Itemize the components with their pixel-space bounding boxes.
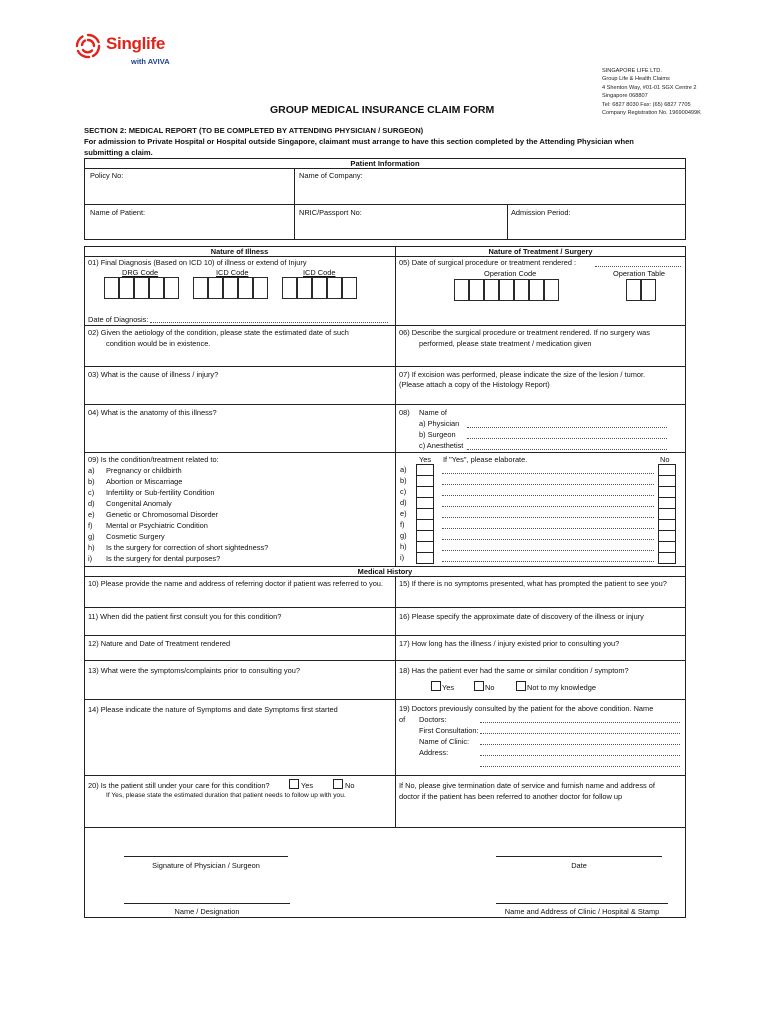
q09-letter: b) [400,476,407,485]
q09-item: Genetic or Chromosomal Disorder [106,510,219,519]
q09-letter: f) [400,520,405,529]
q11-label: 11) When did the patient first consult you for this condition? [88,612,282,621]
q09-item: Cosmetic Surgery [106,532,165,541]
q08-name-of: Name of [419,408,447,417]
icd-code-label-2: ICD Code [303,268,336,277]
q09-letter: g) [400,531,407,540]
date-label: Date [571,861,587,870]
q06-label-2: performed, please state treatment / medication given [419,339,592,348]
q07-label: 07) If excision was performed, please indicate the size of the lesion / tumor. [399,370,646,379]
patient-info-table [84,158,686,240]
patient-name-field[interactable]: Name of Patient: [90,208,146,217]
section-heading: SECTION 2: MEDICAL REPORT (TO BE COMPLETED BY ATTENDING PHYSICIAN / SURGEON) [84,126,424,135]
q19-clinic-line[interactable] [480,744,680,745]
q08-surgeon-label: b) Surgeon [419,430,456,439]
q09-no-header: No [660,455,670,464]
q18-yes-label: Yes [442,683,455,692]
q18-label: 18) Has the patient ever had the same or similar condition / symptom? [399,666,629,675]
q09-item-key: b) [88,477,95,486]
section-note: For admission to Private Hospital or Hospital outside Singapore, claimant must arrange to have this section completed by the Attending Physician when [84,137,634,146]
operation-code-label: Operation Code [484,269,537,278]
q19-of: of [399,715,406,724]
q13-label: 13) What were the symptoms/complaints prior to consulting you? [88,666,300,675]
q09-item: Congenital Anomaly [106,499,172,508]
brand-name: Singlife [106,34,165,53]
q09-letter: c) [400,487,407,496]
q09-item: Is the surgery for correction of short sightedness? [106,543,269,552]
q19-address-line[interactable] [480,755,680,756]
q02-label: 02) Given the aetiology of the condition, please state the estimated date of such [88,328,349,337]
form-title: GROUP MEDICAL INSURANCE CLAIM FORM [270,104,495,116]
q20-yes-label: Yes [301,781,314,790]
q20-right-label: If No, please give termination date of service and furnish name and address of [399,781,655,790]
company-field[interactable]: Name of Company: [299,171,363,180]
q08-number: 08) [399,408,410,417]
signature-label: Signature of Physician / Surgeon [152,861,260,870]
q09-item-key: a) [88,466,95,475]
icd-code-label-1: ICD Code [216,268,249,277]
q09-item-key: h) [88,543,95,552]
date-of-diagnosis-line[interactable] [150,322,388,323]
q12-label: 12) Nature and Date of Treatment rendered [88,639,231,648]
clinic-stamp-line[interactable] [496,903,668,904]
q06-label: 06) Describe the surgical procedure or treatment rendered. If no surgery was [399,328,650,337]
drg-code-label: DRG Code [122,268,159,277]
nature-of-illness-header: Nature of Illness [210,247,269,256]
q09-label: 09) Is the condition/treatment related to: [88,455,219,464]
q10-label: 10) Please provide the name and address of referring doctor if patient was referred to you. [88,579,383,588]
q20-no-checkbox[interactable] [333,779,343,789]
medical-history-header: Medical History [357,567,413,576]
q18-not-known-checkbox[interactable] [516,681,526,691]
name-designation-line[interactable] [124,903,290,904]
q18-no-label: No [485,683,495,692]
q17-label: 17) How long has the illness / injury existed prior to consulting you? [399,639,620,648]
q19-first-consultation-label: First Consultation: [419,726,479,735]
q15-label: 15) If there is no symptoms presented, what has prompted the patient to see you? [399,579,667,588]
q09-item: Pregnancy or childbirth [106,466,182,475]
q02-label-2: condition would be in existence. [106,339,211,348]
q05-date-line[interactable] [595,266,681,267]
admission-period-field[interactable]: Admission Period: [511,208,571,217]
q03-label: 03) What is the cause of illness / injury? [88,370,219,379]
policy-no-field[interactable]: Policy No: [90,171,124,180]
q19-label: 19) Doctors previously consulted by the patient for the above condition. Name [399,704,654,713]
q20-no-label: No [345,781,355,790]
q19-clinic-label: Name of Clinic: [419,737,470,746]
q20-followup-label: If Yes, please state the estimated duration that patient needs to follow up with you. [106,792,346,799]
q16-label: 16) Please specify the approximate date of discovery of the illness or injury [399,612,644,621]
operation-table-label: Operation Table [613,269,666,278]
q04-label: 04) What is the anatomy of this illness? [88,408,217,417]
q09-letter: h) [400,542,407,551]
q01-label: 01) Final Diagnosis (Based on ICD 10) of illness or extend of Injury [88,258,307,267]
name-designation-label: Name / Designation [174,907,240,916]
q18-not-known-label: Not to my knowledge [527,683,597,692]
q09-item-key: f) [88,521,93,530]
q09-letter: d) [400,498,407,507]
nric-field[interactable]: NRIC/Passport No: [299,208,362,217]
q08-anesthetist-label: c) Anesthetist [419,441,464,450]
q09-item-key: e) [88,510,95,519]
q19-address-label: Address: [419,748,449,757]
q08-surgeon-line[interactable] [467,438,667,439]
brand-sub: with AVIVA [131,57,170,66]
q09-item-key: i) [88,554,93,563]
q09-item: Mental or Psychiatric Condition [106,521,208,530]
patient-info-header: Patient Information [350,159,420,168]
q20-yes-checkbox[interactable] [289,779,299,789]
q19-doctors-label: Doctors: [419,715,447,724]
q18-no-checkbox[interactable] [474,681,484,691]
q19-doctors-line[interactable] [480,722,680,723]
q19-address-line-2[interactable] [480,766,680,767]
singlife-logo-icon [74,32,102,60]
q08-physician-line[interactable] [467,427,667,428]
q09-yes-header: Yes [419,455,432,464]
q08-anesthetist-line[interactable] [467,449,667,450]
q19-first-consultation-line[interactable] [480,733,680,734]
q14-label: 14) Please indicate the nature of Symptoms and date Symptoms first started [88,705,338,714]
nature-of-treatment-header: Nature of Treatment / Surgery [488,247,593,256]
q09-item: Is the surgery for dental purposes? [106,554,221,563]
q08-physician-label: a) Physician [419,419,460,428]
q09-item-key: c) [88,488,95,497]
q09-letter: i) [400,553,405,562]
q09-item: Abortion or Miscarriage [106,477,183,486]
q07-label-2: (Please attach a copy of the Histology Report) [399,380,550,389]
company-address: SINGAPORE LIFE LTD. Group Life & Health Claims 4 Shenton Way, #01-01 SGX Centre 2 Singapore 068807 Tel: 6827 8030 Fax: (65) 6827 7705 Company Registration No. 196900499K [602,68,701,117]
date-of-diagnosis-label: Date of Diagnosis: [88,315,149,324]
q09-letter: e) [400,509,407,518]
signature-line[interactable] [124,856,288,857]
q09-letter: a) [400,465,407,474]
q20-right-label-2: doctor if the patient has been referred to another doctor for follow up [399,792,623,801]
clinic-stamp-label: Name and Address of Clinic / Hospital & Stamp [504,907,660,916]
q09-item-key: d) [88,499,95,508]
q09-elaborate-header: If "Yes", please elaborate. [443,455,528,464]
section-note-2: submitting a claim. [84,148,153,157]
q05-label: 05) Date of surgical procedure or treatment rendered : [399,258,577,267]
q20-label: 20) Is the patient still under your care for this condition? [88,781,270,790]
q09-item: Infertility or Sub-fertility Condition [106,488,215,497]
date-line[interactable] [496,856,662,857]
q09-item-key: g) [88,532,95,541]
q18-yes-checkbox[interactable] [431,681,441,691]
